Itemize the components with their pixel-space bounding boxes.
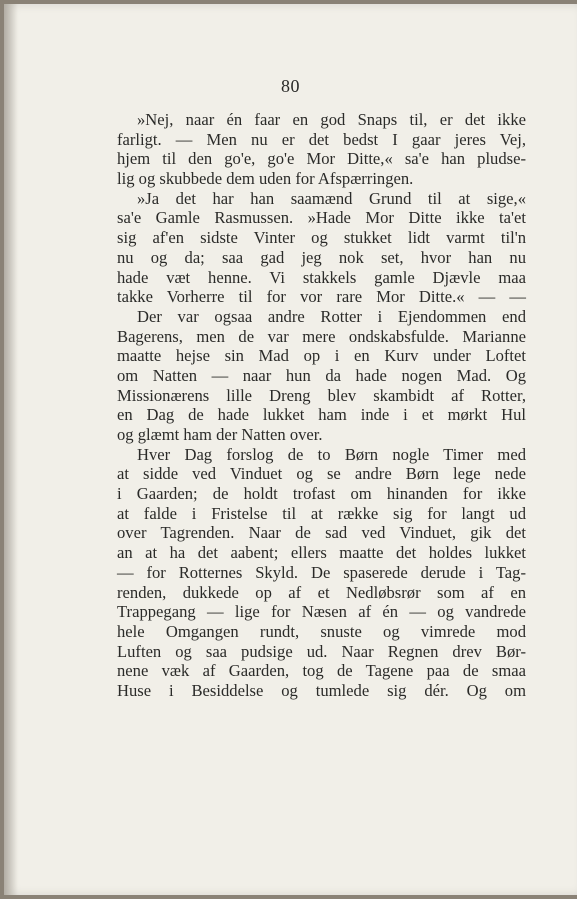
text-line: Luften og saa pudsige ud. Naar Regnen drev Bør-	[117, 641, 526, 661]
text-line: lig og skubbede dem uden for Afspærringen.	[117, 169, 414, 189]
text-line: nu og da; saa gad jeg nok set, hvor han nu	[117, 247, 526, 267]
page-number: 80	[281, 76, 300, 96]
text-line: Trappegang — lige for Næsen af én — og vandrede	[117, 602, 526, 622]
text-line: farligt. — Men nu er det bedst I gaar jeres Vej,	[117, 129, 526, 149]
text-line: Missionærens lille Dreng blev skambidt af Rotter,	[117, 385, 526, 405]
text-line: maatte hejse sin Mad op i en Kurv under Loftet	[117, 346, 526, 366]
text-line: at sidde ved Vinduet og se andre Børn lege nede	[117, 464, 526, 484]
text-line: i Gaarden; de holdt trofast om hinanden for ikke	[117, 484, 526, 504]
book-page	[4, 4, 577, 895]
text-line: Der var ogsaa andre Rotter i Ejendommen end	[137, 306, 526, 326]
text-line: om Natten — naar hun da hade nogen Mad. Og	[117, 365, 526, 385]
text-line: Huse i Besiddelse og tumlede sig dér. Og om	[117, 680, 526, 700]
text-line: Hver Dag forslog de to Børn nogle Timer med	[137, 444, 526, 464]
page-gutter-shadow	[4, 4, 18, 895]
text-line: over Tagrenden. Naar de sad ved Vinduet, gik det	[117, 523, 526, 543]
text-line: — for Rotternes Skyld. De spaserede derude i Tag-	[117, 562, 526, 582]
text-line: renden, dukkede op af et Nedløbsrør som af en	[117, 582, 526, 602]
text-line: hade væt henne. Vi stakkels gamle Djævle maa	[117, 267, 526, 287]
text-line: hele Omgangen rundt, snuste og vimrede mod	[117, 621, 526, 641]
text-line: en Dag de hade lukket ham inde i et mørkt Hul	[117, 405, 526, 425]
text-line: hjem til den go'e, go'e Mor Ditte,« sa'e han pludse-	[117, 149, 526, 169]
text-line: sig af'en sidste Vinter og stukket lidt varmt til'n	[117, 228, 526, 248]
text-line: nene væk af Gaarden, tog de Tagene paa de smaa	[117, 661, 526, 681]
text-line: at falde i Fristelse til at række sig for langt ud	[117, 503, 526, 523]
text-line: an at ha det aabent; ellers maatte det holdes lukket	[117, 543, 526, 563]
text-line: Bagerens, men de var mere ondskabsfulde. Marianne	[117, 326, 526, 346]
text-line: sa'e Gamle Rasmussen. »Hade Mor Ditte ikke ta'et	[117, 208, 526, 228]
text-line: »Nej, naar én faar en god Snaps til, er det ikke	[137, 110, 526, 129]
text-line: takke Vorherre til for vor rare Mor Ditte.« — —	[117, 287, 526, 307]
text-line: »Ja det har han saamænd Grund til at sige,«	[137, 188, 526, 208]
body-text	[117, 110, 526, 701]
text-line: og glæmt ham der Natten over.	[117, 425, 323, 444]
